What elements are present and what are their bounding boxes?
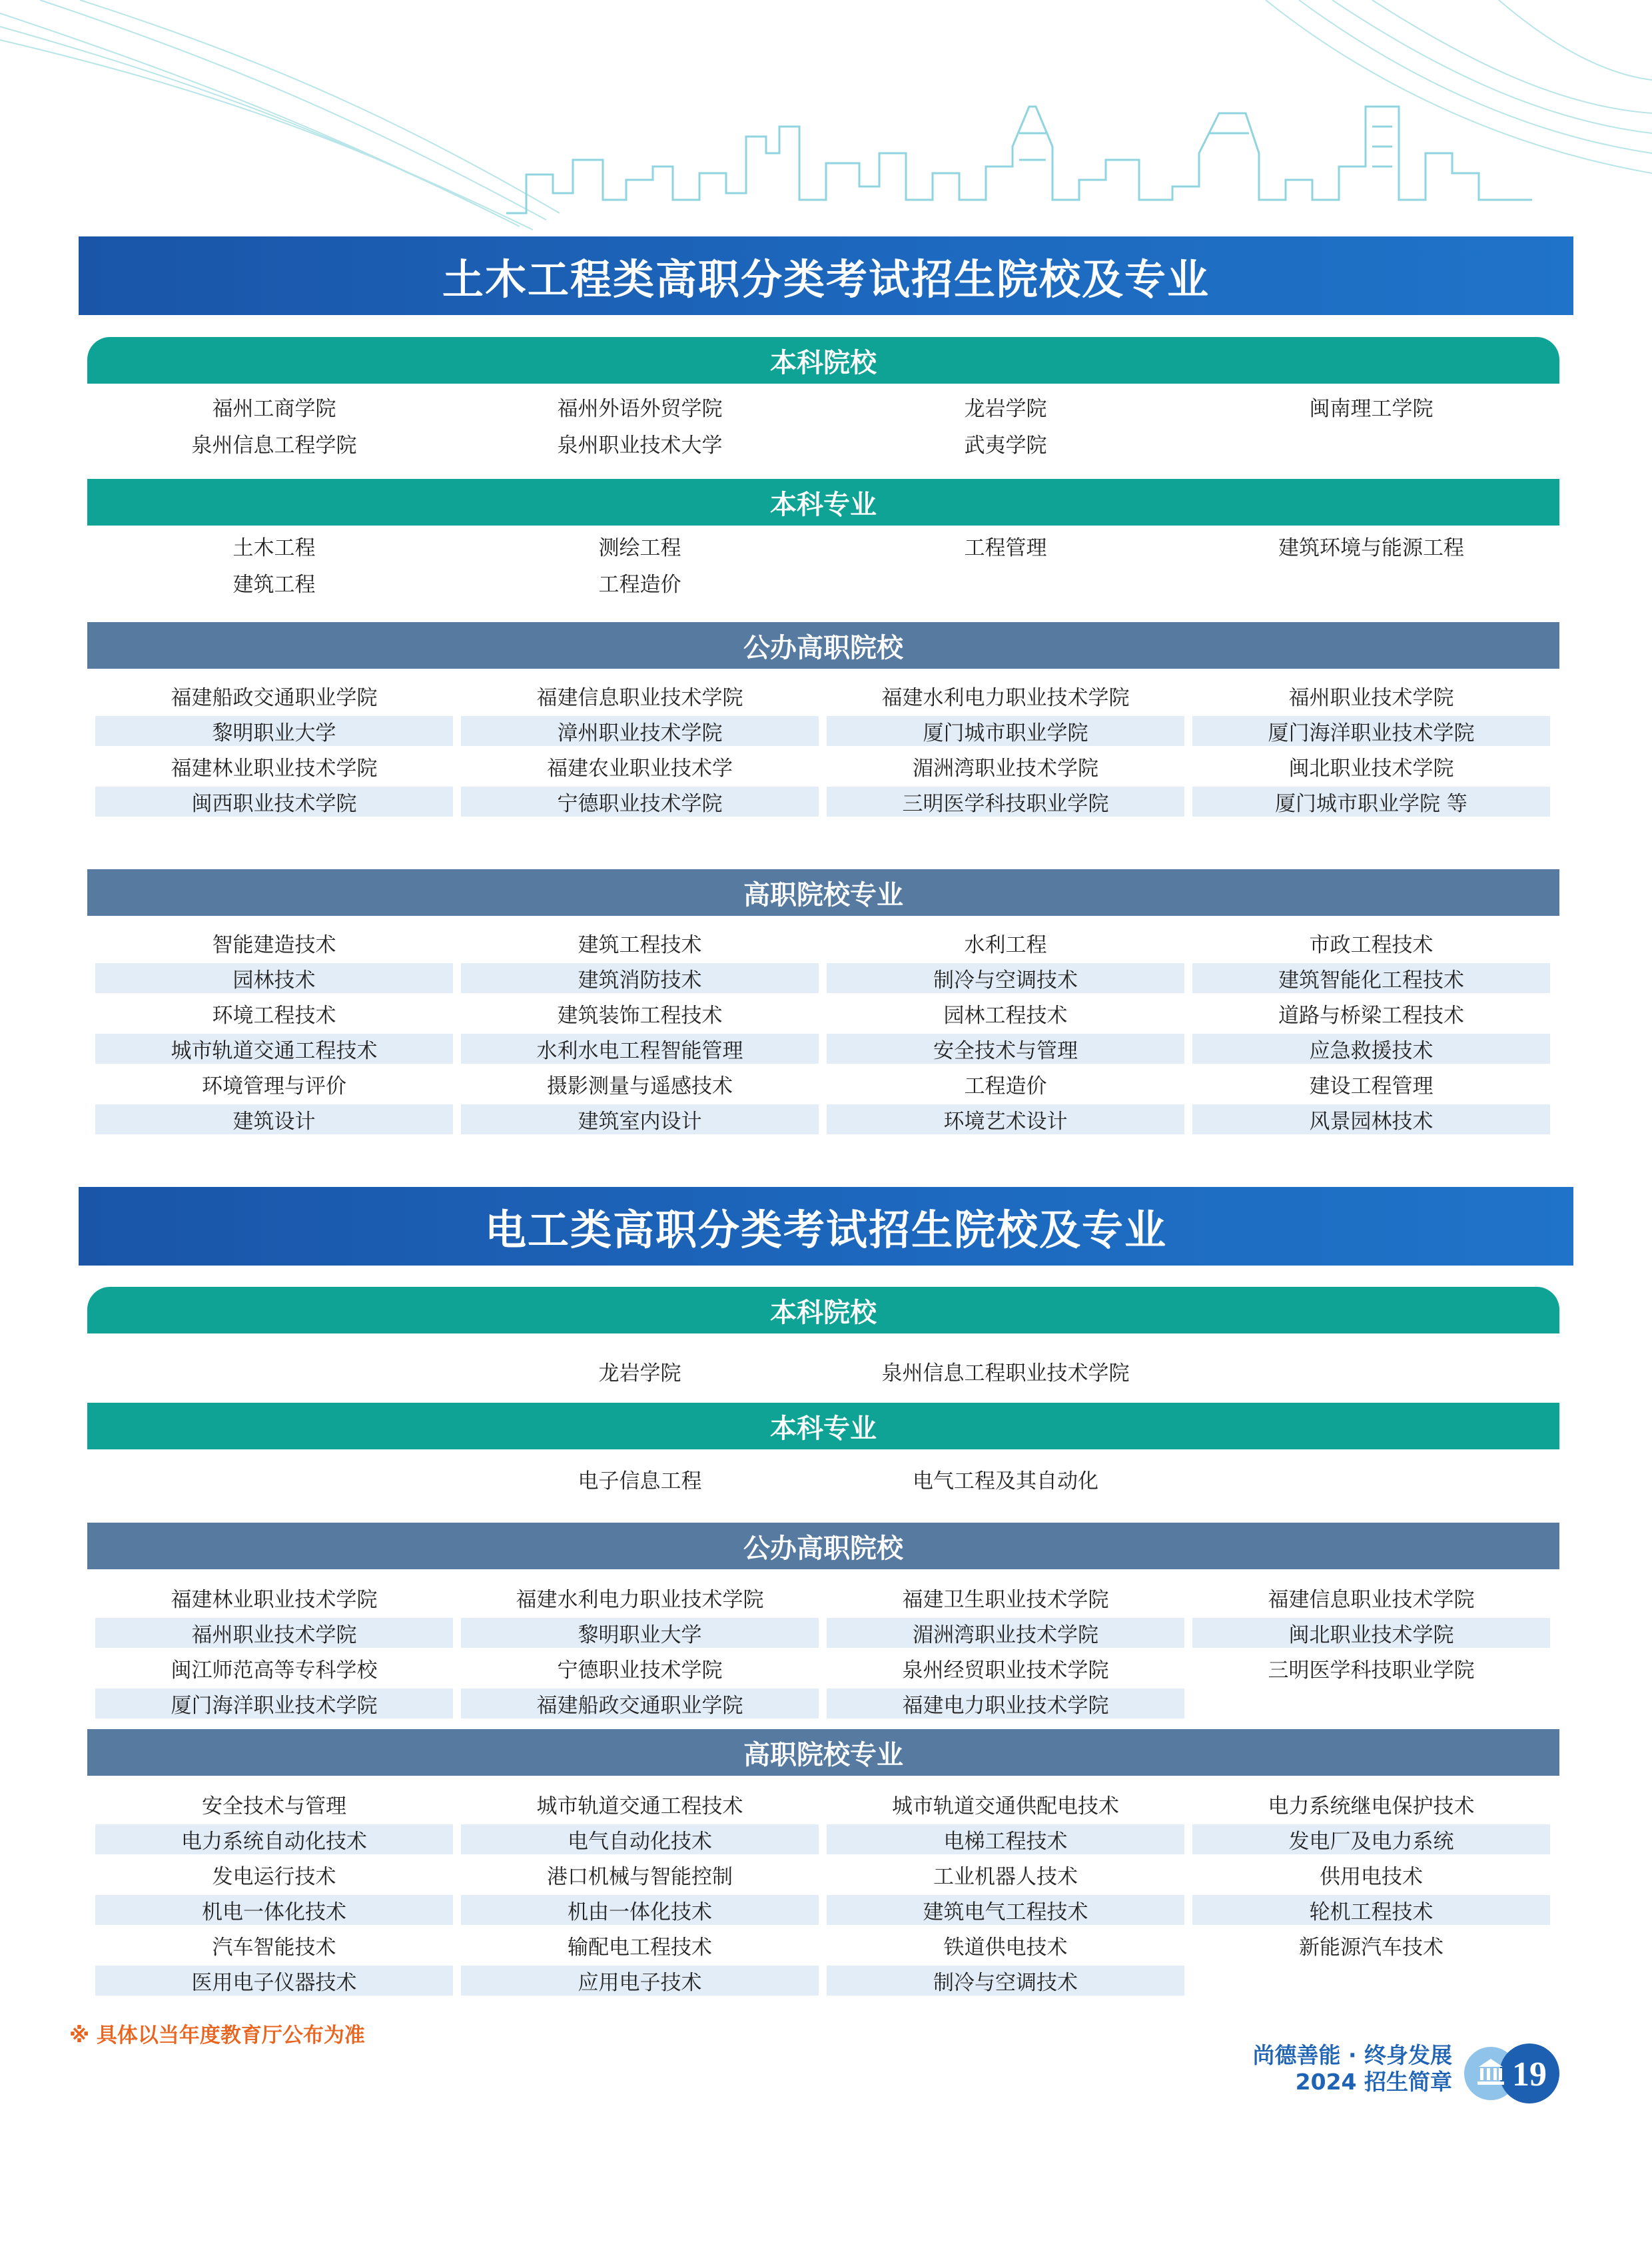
list-item: 闽江师范高等专科学校 <box>171 1659 378 1682</box>
list-item: 汽车智能技术 <box>212 1936 336 1960</box>
list-item: 土木工程 <box>232 536 316 560</box>
list-item: 应用电子技术 <box>461 1966 819 1996</box>
undergrad-schools-grid-2 <box>95 1356 1550 1391</box>
list-item: 道路与桥梁工程技术 <box>1278 1004 1464 1028</box>
list-item: 轮机工程技术 <box>1192 1895 1550 1925</box>
list-item: 电力系统自动化技术 <box>95 1824 453 1854</box>
footnote: ※ 具体以当年度教育厅公布为准 <box>69 2024 365 2048</box>
list-item: 园林技术 <box>95 963 453 993</box>
list-item: 建筑消防技术 <box>461 963 819 993</box>
list-item: 福建卫生职业技术学院 <box>902 1588 1109 1612</box>
list-item: 闽北职业技术学院 <box>1288 757 1454 781</box>
table-row <box>95 1034 1550 1064</box>
header-vocational-majors-2: 高职院校专业 <box>87 1729 1559 1776</box>
list-item: 城市轨道交通供配电技术 <box>892 1794 1119 1818</box>
list-item: 电力系统继电保护技术 <box>1268 1794 1475 1818</box>
list-item: 电子信息工程 <box>578 1469 702 1493</box>
table-row <box>95 1069 1550 1099</box>
list-item: 湄洲湾职业技术学院 <box>827 1618 1184 1648</box>
list-item: 龙岩学院 <box>598 1361 681 1385</box>
header-undergrad-majors-2: 本科专业 <box>87 1403 1559 1449</box>
list-item: 三明医学科技职业学院 <box>827 787 1184 817</box>
list-item: 福建水利电力职业技术学院 <box>881 686 1130 710</box>
list-item: 输配电工程技术 <box>568 1936 712 1960</box>
list-item: 城市轨道交通工程技术 <box>95 1034 453 1064</box>
list-item: 黎明职业大学 <box>461 1618 819 1648</box>
list-item: 新能源汽车技术 <box>1299 1936 1444 1960</box>
list-item: 厦门城市职业学院 等 <box>1192 787 1550 817</box>
list-item: 建筑室内设计 <box>461 1104 819 1134</box>
list-item <box>1192 1966 1550 1996</box>
list-item: 宁德职业技术学院 <box>557 1659 723 1682</box>
table-row <box>95 1860 1550 1890</box>
list-item: 闽南理工学院 <box>1309 397 1434 421</box>
table-row <box>95 716 1550 746</box>
table-row <box>95 531 1550 561</box>
list-item: 机电一体化技术 <box>95 1895 453 1925</box>
list-item: 福建信息职业技术学院 <box>1268 1588 1475 1612</box>
list-item: 园林工程技术 <box>943 1004 1068 1028</box>
list-item: 供用电技术 <box>1320 1865 1423 1889</box>
table-row <box>95 428 1550 458</box>
list-item: 福州工商学院 <box>212 397 336 421</box>
list-item: 电梯工程技术 <box>827 1824 1184 1854</box>
list-item: 泉州经贸职业技术学院 <box>902 1659 1109 1682</box>
table-row <box>95 1930 1550 1960</box>
list-item: 泉州信息工程学院 <box>191 434 357 458</box>
list-item: 建筑环境与能源工程 <box>1278 536 1464 560</box>
list-item: 闽北职业技术学院 <box>1192 1618 1550 1648</box>
list-item: 机由一体化技术 <box>461 1895 819 1925</box>
public-vocational-grid <box>95 681 1550 822</box>
list-item: 测绘工程 <box>598 536 681 560</box>
list-item: 市政工程技术 <box>1309 933 1434 957</box>
header-public-vocational-schools-2: 公办高职院校 <box>87 1523 1559 1569</box>
page-number-badge <box>1464 2040 1564 2107</box>
list-item: 建筑工程技术 <box>578 933 702 957</box>
header-vocational-majors: 高职院校专业 <box>87 869 1559 916</box>
list-item: 建筑设计 <box>95 1104 453 1134</box>
list-item: 港口机械与智能控制 <box>547 1865 733 1889</box>
list-item: 安全技术与管理 <box>202 1794 346 1818</box>
list-item: 宁德职业技术学院 <box>461 787 819 817</box>
list-item: 厦门海洋职业技术学院 <box>1192 716 1550 746</box>
section-title-electrical: 电工类高职分类考试招生院校及专业 <box>79 1187 1573 1266</box>
table-row <box>95 1618 1550 1648</box>
list-item: 电气工程及其自动化 <box>913 1469 1098 1493</box>
table-row <box>95 1583 1550 1613</box>
list-item: 工业机器人技术 <box>933 1865 1078 1889</box>
header-undergrad-majors: 本科专业 <box>87 479 1559 526</box>
list-item: 武夷学院 <box>964 434 1047 458</box>
table-row <box>95 751 1550 781</box>
list-item: 应急救援技术 <box>1192 1034 1550 1064</box>
table-row <box>95 1789 1550 1819</box>
list-item: 建筑装饰工程技术 <box>557 1004 723 1028</box>
list-item <box>1192 428 1550 458</box>
list-item: 医用电子仪器技术 <box>95 1966 453 1996</box>
list-item: 福州外语外贸学院 <box>557 397 723 421</box>
table-row <box>95 1688 1550 1718</box>
list-item <box>827 567 1184 597</box>
public-vocational-grid-2 <box>95 1583 1550 1724</box>
list-item: 风景园林技术 <box>1192 1104 1550 1134</box>
list-item: 泉州职业技术大学 <box>557 434 723 458</box>
list-item: 工程造价 <box>964 1074 1047 1098</box>
table-row <box>95 1966 1550 1996</box>
list-item: 建筑电气工程技术 <box>827 1895 1184 1925</box>
header-public-vocational-schools: 公办高职院校 <box>87 622 1559 669</box>
list-item: 福建林业职业技术学院 <box>171 757 378 781</box>
section-title-civil-engineering: 土木工程类高职分类考试招生院校及专业 <box>79 236 1573 315</box>
slogan-line-2: 2024 招生简章 <box>1295 2069 1452 2095</box>
table-row <box>95 787 1550 817</box>
header-undergrad-schools-2: 本科院校 <box>87 1287 1559 1333</box>
vocational-majors-grid-2 <box>95 1789 1550 2001</box>
table-row <box>95 1104 1550 1134</box>
list-item: 福建林业职业技术学院 <box>171 1588 378 1612</box>
list-item: 制冷与空调技术 <box>827 963 1184 993</box>
list-item: 福建船政交通职业学院 <box>171 686 378 710</box>
list-item: 厦门海洋职业技术学院 <box>95 1688 453 1718</box>
list-item <box>1192 567 1550 597</box>
list-item: 发电厂及电力系统 <box>1192 1824 1550 1854</box>
list-item: 环境管理与评价 <box>202 1074 346 1098</box>
list-item: 工程造价 <box>598 573 681 597</box>
list-item: 环境艺术设计 <box>827 1104 1184 1134</box>
list-item: 厦门城市职业学院 <box>827 716 1184 746</box>
list-item: 泉州信息工程职业技术学院 <box>881 1361 1130 1385</box>
list-item: 福建信息职业技术学院 <box>536 686 743 710</box>
table-row <box>95 998 1550 1028</box>
list-item: 福建船政交通职业学院 <box>461 1688 819 1718</box>
list-item: 电气自动化技术 <box>461 1824 819 1854</box>
list-item: 城市轨道交通工程技术 <box>536 1794 743 1818</box>
undergrad-schools-grid <box>95 392 1550 465</box>
header-undergrad-schools: 本科院校 <box>87 337 1559 384</box>
list-item: 福州职业技术学院 <box>1288 686 1454 710</box>
list-item: 闽西职业技术学院 <box>95 787 453 817</box>
table-row <box>95 681 1550 711</box>
undergrad-majors-grid-2 <box>95 1464 1550 1499</box>
list-item: 福建水利电力职业技术学院 <box>516 1588 764 1612</box>
slogan <box>1252 2042 1452 2095</box>
list-item: 水利工程 <box>964 933 1047 957</box>
list-item: 铁道供电技术 <box>943 1936 1068 1960</box>
list-item: 制冷与空调技术 <box>827 1966 1184 1996</box>
list-item: 建设工程管理 <box>1309 1074 1434 1098</box>
list-item: 建筑智能化工程技术 <box>1192 963 1550 993</box>
vocational-majors-grid <box>95 928 1550 1140</box>
table-row <box>95 1653 1550 1683</box>
list-item: 福建农业职业技术学 <box>547 757 733 781</box>
list-item: 安全技术与管理 <box>827 1034 1184 1064</box>
list-item: 龙岩学院 <box>964 397 1047 421</box>
skyline-decoration <box>0 0 1652 240</box>
list-item: 湄洲湾职业技术学院 <box>913 757 1098 781</box>
list-item: 黎明职业大学 <box>95 716 453 746</box>
table-row <box>95 963 1550 993</box>
table-row <box>95 392 1550 422</box>
table-row <box>95 928 1550 958</box>
undergrad-majors-grid <box>95 531 1550 604</box>
list-item: 发电运行技术 <box>212 1865 336 1889</box>
list-item: 建筑工程 <box>232 573 316 597</box>
list-item: 福建电力职业技术学院 <box>827 1688 1184 1718</box>
list-item: 摄影测量与遥感技术 <box>547 1074 733 1098</box>
list-item: 漳州职业技术学院 <box>461 716 819 746</box>
slogan-line-1: 尚德善能 · 终身发展 <box>1252 2042 1452 2068</box>
table-row <box>95 1895 1550 1925</box>
table-row <box>95 1824 1550 1854</box>
list-item: 水利水电工程智能管理 <box>461 1034 819 1064</box>
list-item: 三明医学科技职业学院 <box>1268 1659 1475 1682</box>
list-item: 智能建造技术 <box>212 933 336 957</box>
list-item: 环境工程技术 <box>212 1004 336 1028</box>
list-item: 工程管理 <box>964 536 1047 560</box>
page-number: 19 <box>1512 2055 1547 2093</box>
list-item: 福州职业技术学院 <box>95 1618 453 1648</box>
table-row <box>95 567 1550 597</box>
list-item <box>1192 1688 1550 1718</box>
